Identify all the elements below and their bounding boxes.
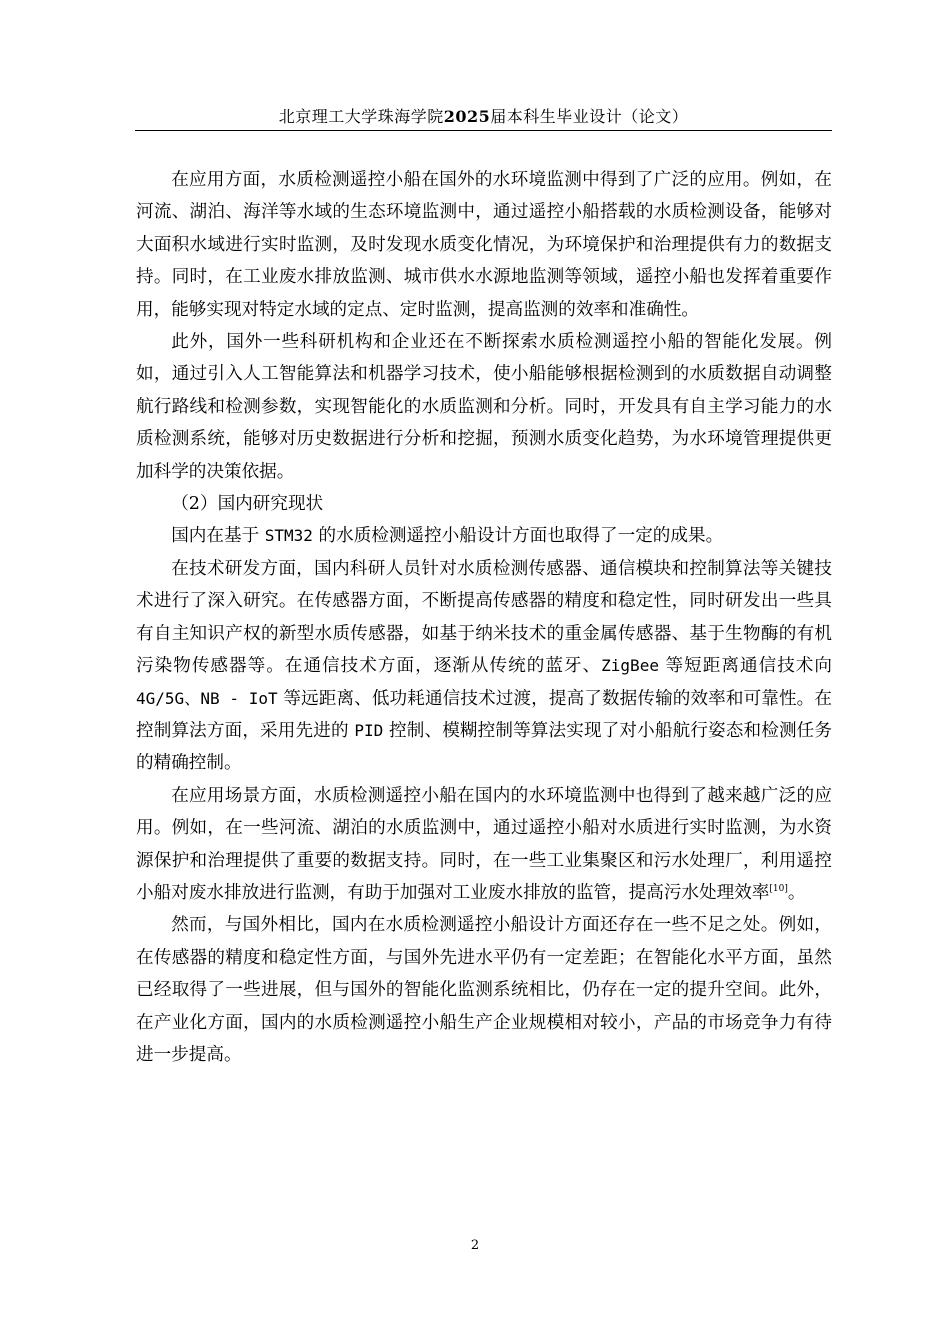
paragraph-domestic-gaps: 然而，与国外相比，国内在水质检测遥控小船设计方面还存在一些不足之处。例如，在传感器的精度和稳定性方面，与国外先进水平仍有一定差距；在智能化水平方面，虽然已经取得了一些进展，但与国外的智能化监测系统相比，仍存在一定的提升空间。此外，在产业化方面，国内的水质检测遥控小船生产企业规模相对较小，产品的市场竞争力有待进一步提高。 <box>136 915 832 1065</box>
paragraph-intelligence-abroad: 此外，国外一些科研机构和企业还在不断探索水质检测遥控小船的智能化发展。例如，通过引入人工智能算法和机器学习技术，使小船能够根据检测到的水质数据自动调整航行路线和检测参数，实现智能化的水质监测和分析。同时，开发具有自主学习能力的水质检测系统，能够对历史数据进行分析和挖掘，预测水质变化趋势，为水环境管理提供更加科学的决策依据。 <box>136 332 832 482</box>
citation-ref: [10] <box>769 883 788 894</box>
paragraph-domestic-intro <box>136 520 832 552</box>
text-run: 。 <box>787 882 806 903</box>
page-header <box>135 106 832 128</box>
text-run: 在应用场景方面，水质检测遥控小船在国内的水环境监测中也得到了越来越广泛的应用。例如，在一些河流、湖泊的水质监测中，通过遥控小船对水质进行实时监测，为水资源保护和治理提供了重要的数据支持。同时，在一些工业集聚区和污水处理厂，利用遥控小船对废水排放进行监测，有助于加强对工业废水排放的监管，提高污水处理效率 <box>136 785 832 903</box>
header-title-part: 北京理工大学珠海学院 <box>278 107 444 126</box>
body-text <box>136 164 832 1071</box>
text-run: 等短距离通信技术向 <box>658 656 832 677</box>
paragraph-domestic-application <box>136 780 832 910</box>
text-run: 的水质检测遥控小船设计方面也取得了一定的成果。 <box>312 526 724 547</box>
paragraph-application-abroad: 在应用方面，水质检测遥控小船在国外的水环境监测中得到了广泛的应用。例如，在河流、湖泊、海洋等水域的生态环境监测中，通过遥控小船搭载的水质检测设备，能够对大面积水域进行实时监测，及时发现水质变化情况，为环境保护和治理提供有力的数据支持。同时，在工业废水排放监测、城市供水水源地监测等领域，遥控小船也发挥着重要作用，能够实现对特定水域的定点、定时监测，提高监测的效率和准确性。 <box>136 170 832 320</box>
page-number: 2 <box>470 1238 480 1253</box>
text-run: 在技术研发方面，国内科研人员针对水质检测传感器、通信模块和控制算法等关键技术进行了深入研究。在传感器方面，不断提高传感器的精度和稳定性，同时研发出一些具有自主知识产权的新型水质传感器，如基于纳米技术的重金属传感器、基于生物酶的有机污染物传感器等。在通信技术方面，逐渐从传统的蓝牙、 <box>136 558 832 677</box>
header-rule <box>135 130 832 131</box>
code-term: STM32 <box>264 526 313 546</box>
paragraph-domestic-tech <box>136 553 832 780</box>
header-year: 2025 <box>443 107 491 126</box>
code-term: ZigBee <box>601 656 659 676</box>
header-title-part: 届本科生毕业设计（论文） <box>490 107 689 126</box>
text-run: 控制、模糊控制等算法实现了对小船航行姿态和检测任务的精确控制。 <box>136 720 832 774</box>
text-run: 等远距离、低功耗通信技术过渡，提高了数据传输的效率和可靠性。在控制算法方面，采用先进的 <box>136 688 832 741</box>
section-heading-domestic: （2）国内研究现状 <box>171 494 324 515</box>
code-term: 4G/5G、NB - IoT <box>136 688 278 708</box>
code-term: PID <box>354 720 384 740</box>
text-run: 国内在基于 <box>171 526 265 547</box>
